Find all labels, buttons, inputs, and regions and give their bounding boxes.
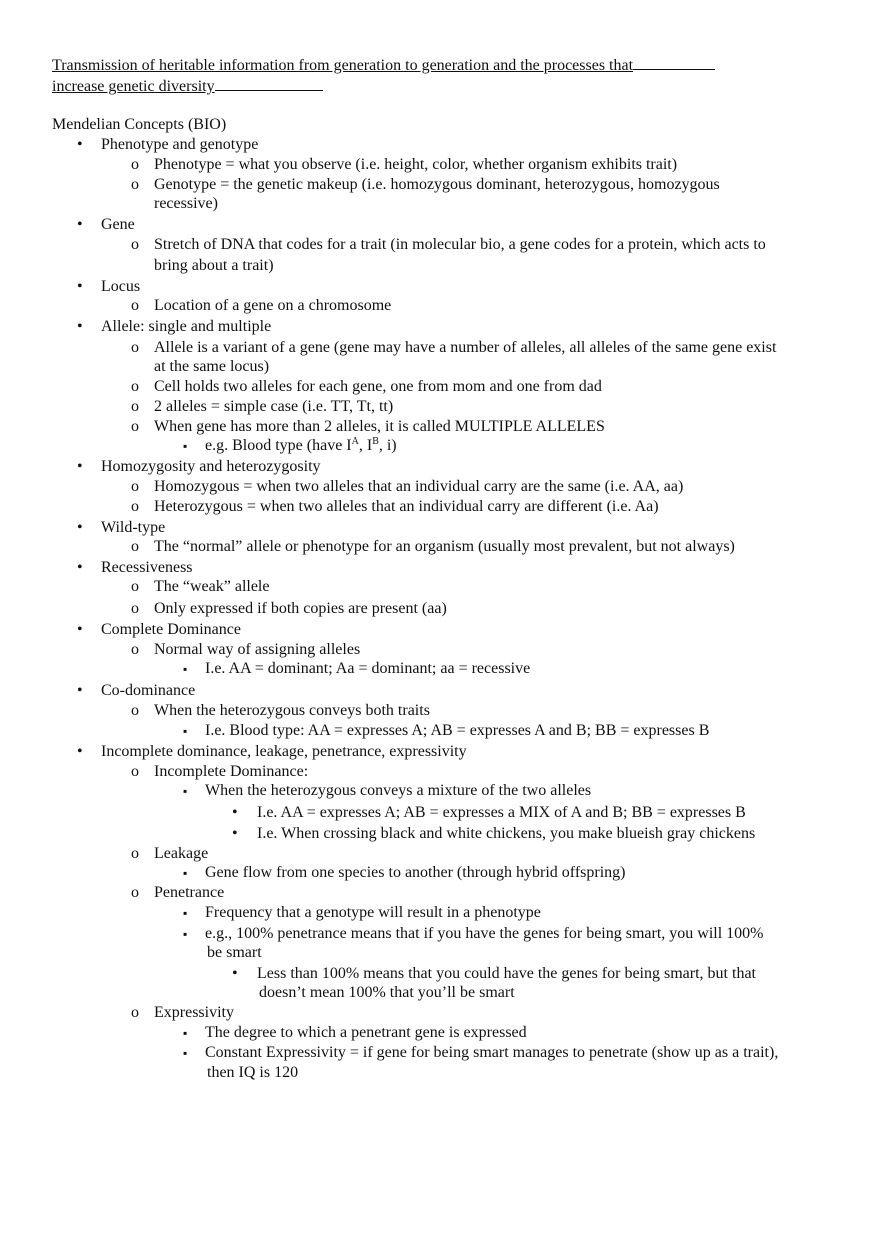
- item-incomplete-ex2: I.e. When crossing black and white chickens, you make blueish gray chickens: [257, 825, 756, 842]
- bullet-marker: •: [232, 965, 238, 982]
- title-line-1: Transmission of heritable information from generation to generation and the processes that: [52, 57, 634, 74]
- item-incomplete-heading: Incomplete Dominance:: [154, 763, 309, 780]
- item-allele-def-1: Allele is a variant of a gene (gene may have a number of alleles, all alleles of the same gene exist: [154, 339, 777, 356]
- item-phenotype-genotype: Phenotype and genotype: [101, 136, 259, 153]
- bullet-marker: •: [232, 825, 238, 842]
- item-allele-multiple: When gene has more than 2 alleles, it is called MULTIPLE ALLELES: [154, 418, 605, 435]
- blood-sup-a: A: [351, 436, 359, 447]
- circle-marker: o: [131, 641, 139, 658]
- title-line-2: increase genetic diversity: [52, 78, 215, 95]
- item-complete-example: I.e. AA = dominant; Aa = dominant; aa = recessive: [205, 660, 531, 677]
- item-locus: Locus: [101, 278, 141, 295]
- section-heading: Mendelian Concepts (BIO): [52, 116, 227, 133]
- circle-marker: o: [131, 236, 139, 253]
- circle-marker: o: [131, 339, 139, 356]
- item-penetrance: Penetrance: [154, 884, 225, 901]
- circle-marker: o: [131, 498, 139, 515]
- document-title: [52, 55, 772, 97]
- title-underline-fill-1: [633, 55, 715, 70]
- bullet-marker: •: [77, 136, 83, 153]
- item-expressivity-def: The degree to which a penetrant gene is expressed: [205, 1024, 527, 1041]
- square-marker: ▪: [183, 927, 188, 941]
- item-gene-def-1: Stretch of DNA that codes for a trait (in molecular bio, a gene codes for a protein, which acts to: [154, 236, 766, 253]
- square-marker: ▪: [183, 866, 188, 880]
- bullet-marker: •: [77, 682, 83, 699]
- circle-marker: o: [131, 763, 139, 780]
- item-codominance-def: When the heterozygous conveys both traits: [154, 702, 430, 719]
- bullet-marker: •: [77, 559, 83, 576]
- item-incomplete-group: Incomplete dominance, leakage, penetrance, expressivity: [101, 743, 467, 760]
- item-complete-dominance: Complete Dominance: [101, 621, 241, 638]
- item-blood-type: [205, 436, 397, 456]
- item-phenotype-def: Phenotype = what you observe (i.e. height, color, whether organism exhibits trait): [154, 156, 678, 173]
- bullet-marker: •: [77, 278, 83, 295]
- item-allele-def-2: at the same locus): [154, 358, 270, 375]
- item-locus-def: Location of a gene on a chromosome: [154, 297, 392, 314]
- item-allele: Allele: single and multiple: [101, 318, 272, 335]
- circle-marker: o: [131, 578, 139, 595]
- bullet-marker: •: [232, 804, 238, 821]
- item-penetrance-ex-1: e.g., 100% penetrance means that if you have the genes for being smart, you will 100%: [205, 925, 764, 942]
- item-constant-2: then IQ is 120: [207, 1064, 299, 1081]
- circle-marker: o: [131, 702, 139, 719]
- item-gene: Gene: [101, 216, 135, 233]
- item-penetrance-ex-2: be smart: [207, 944, 262, 961]
- item-penetrance-def: Frequency that a genotype will result in a phenotype: [205, 904, 541, 921]
- item-incomplete-ex1: I.e. AA = expresses A; AB = expresses a MIX of A and B; BB = expresses B: [257, 804, 746, 821]
- circle-marker: o: [131, 1004, 139, 1021]
- square-marker: ▪: [183, 662, 188, 676]
- square-marker: ▪: [183, 724, 188, 738]
- title-underline-fill-2: [215, 76, 323, 91]
- item-recessive-weak: The “weak” allele: [154, 578, 270, 595]
- item-heterozygous-def: Heterozygous = when two alleles that an individual carry are different (i.e. Aa): [154, 498, 659, 515]
- circle-marker: o: [131, 418, 139, 435]
- circle-marker: o: [131, 478, 139, 495]
- item-homo-hetero: Homozygosity and heterozygosity: [101, 458, 321, 475]
- item-allele-cell: Cell holds two alleles for each gene, one from mom and one from dad: [154, 378, 602, 395]
- circle-marker: o: [131, 884, 139, 901]
- circle-marker: o: [131, 176, 139, 193]
- circle-marker: o: [131, 600, 139, 617]
- item-codominance-example: I.e. Blood type: AA = expresses A; AB = expresses A and B; BB = expresses B: [205, 722, 710, 739]
- square-marker: ▪: [183, 439, 188, 453]
- blood-sup-b: B: [372, 436, 379, 447]
- bullet-marker: •: [77, 318, 83, 335]
- item-gene-def-2: bring about a trait): [154, 257, 274, 274]
- circle-marker: o: [131, 378, 139, 395]
- item-codominance: Co-dominance: [101, 682, 196, 699]
- blood-type-prefix: e.g. Blood type (have I: [205, 437, 352, 454]
- item-homozygous-def: Homozygous = when two alleles that an individual carry are the same (i.e. AA, aa): [154, 478, 684, 495]
- circle-marker: o: [131, 398, 139, 415]
- circle-marker: o: [131, 845, 139, 862]
- item-complete-normal: Normal way of assigning alleles: [154, 641, 361, 658]
- bullet-marker: •: [77, 519, 83, 536]
- square-marker: ▪: [183, 1046, 188, 1060]
- circle-marker: o: [131, 538, 139, 555]
- item-penetrance-less-2: doesn’t mean 100% that you’ll be smart: [259, 984, 515, 1001]
- item-genotype-def-2: recessive): [154, 195, 218, 212]
- item-constant-1: Constant Expressivity = if gene for being smart manages to penetrate (show up as a trait),: [205, 1044, 779, 1061]
- blood-comma: , I: [358, 437, 373, 454]
- item-leakage-def: Gene flow from one species to another (through hybrid offspring): [205, 864, 626, 881]
- item-genotype-def-1: Genotype = the genetic makeup (i.e. homozygous dominant, heterozygous, homozygous: [154, 176, 720, 193]
- item-recessiveness: Recessiveness: [101, 559, 193, 576]
- item-allele-two: 2 alleles = simple case (i.e. TT, Tt, tt): [154, 398, 394, 415]
- square-marker: ▪: [183, 784, 188, 798]
- item-leakage: Leakage: [154, 845, 209, 862]
- circle-marker: o: [131, 297, 139, 314]
- bullet-marker: •: [77, 216, 83, 233]
- square-marker: ▪: [183, 906, 188, 920]
- bullet-marker: •: [77, 743, 83, 760]
- square-marker: ▪: [183, 1026, 188, 1040]
- item-penetrance-less-1: Less than 100% means that you could have the genes for being smart, but that: [257, 965, 756, 982]
- bullet-marker: •: [77, 621, 83, 638]
- blood-suffix: , i): [378, 437, 397, 454]
- circle-marker: o: [131, 156, 139, 173]
- item-recessive-expressed: Only expressed if both copies are present (aa): [154, 600, 447, 617]
- item-wild-type-def: The “normal” allele or phenotype for an organism (usually most prevalent, but not always): [154, 538, 735, 555]
- item-incomplete-def: When the heterozygous conveys a mixture of the two alleles: [205, 782, 592, 799]
- bullet-marker: •: [77, 458, 83, 475]
- item-expressivity: Expressivity: [154, 1004, 234, 1021]
- item-wild-type: Wild-type: [101, 519, 166, 536]
